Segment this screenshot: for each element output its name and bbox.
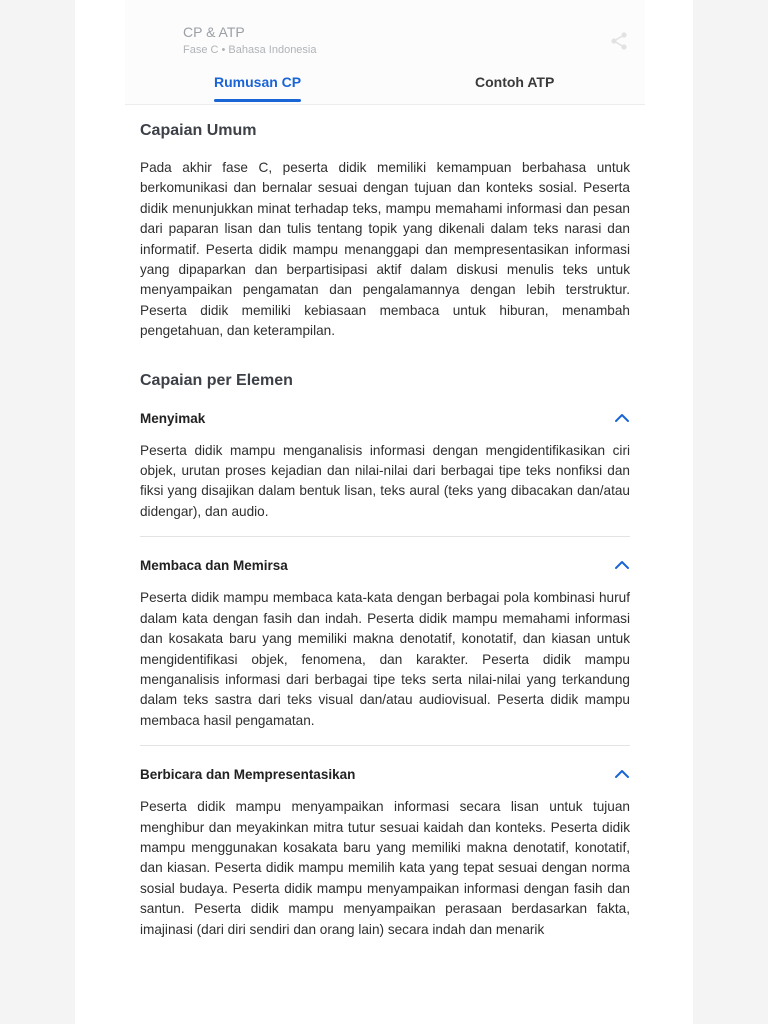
element-title: Berbicara dan Mempresentasikan	[140, 767, 356, 783]
share-icon[interactable]	[609, 31, 629, 51]
tab-contoh-atp[interactable]: Contoh ATP	[475, 74, 555, 90]
element-item-membaca-dan-memirsa	[140, 557, 630, 746]
element-title: Membaca dan Memirsa	[140, 558, 288, 574]
main-content	[140, 122, 630, 940]
divider	[140, 745, 630, 746]
element-item-berbicara-dan-mempresentasikan	[140, 766, 630, 940]
app-screen	[75, 0, 693, 1024]
element-header-berbicara-dan-mempresentasikan[interactable]	[140, 766, 630, 786]
capaian-umum-text: Pada akhir fase C, peserta didik memiliki kemampuan berbahasa untuk berkomunikasi dan bernalar sesuai dengan tujuan dan konteks sosial. Peserta didik menunjukkan minat terhadap teks, mampu memahami informasi dan pesan dari paparan lisan dan tulis tentang topik yang dikenali dalam teks narasi dan informatif. Peserta didik mampu menanggapi dan mempresentasikan informasi yang dipaparkan dan berpartisipasi aktif dalam diskusi menulis teks untuk menyampaikan pengamatan dan pengalamannya dengan lebih terstruktur. Peserta didik memiliki kebiasaan membaca untuk hiburan, menambah pengetahuan, dan keterampilan.	[140, 160, 630, 339]
element-header-membaca-dan-memirsa[interactable]	[140, 557, 630, 577]
element-header-menyimak[interactable]	[140, 410, 630, 430]
chevron-up-icon[interactable]	[614, 559, 630, 571]
element-text: Peserta didik mampu menganalisis informasi dengan mengidentifikasikan ciri objek, urutan proses kejadian dan nilai-nilai dari berbagai tipe teks nonfiksi dan fiksi yang disajikan dalam bentuk lisan, teks aural (teks yang dibacakan dan/atau didengar), dan audio.	[140, 442, 630, 519]
app-header	[125, 0, 645, 105]
element-item-menyimak	[140, 410, 630, 538]
chevron-up-icon[interactable]	[614, 412, 630, 424]
page-subtitle: Fase C • Bahasa Indonesia	[183, 44, 317, 56]
element-title: Menyimak	[140, 410, 206, 426]
element-text: Peserta didik mampu menyampaikan informasi secara lisan untuk tujuan menghibur dan meyakinkan mitra tutur sesuai kaidah dan konteks. Peserta didik mampu menggunakan kosakata baru yang memiliki makna denotatif, konotatif, dan kiasan. Peserta didik mampu memilih kata yang tepat sesuai dengan norma sosial budaya. Peserta didik mampu menyampaikan informasi dengan fasih dan santun. Peserta didik mampu menyampaikan perasaan berdasarkan fakta, imajinasi (dari diri sendiri dan orang lain) secara indah dan menarik	[140, 799, 630, 937]
section-title-capaian-umum: Capaian Umum	[140, 122, 257, 139]
tab-rumusan-cp[interactable]: Rumusan CP	[214, 74, 302, 90]
chevron-up-icon[interactable]	[614, 768, 630, 780]
element-text: Peserta didik mampu membaca kata-kata dengan berbagai pola kombinasi huruf dalam kata dengan fasih dan indah. Peserta didik mampu memahami informasi dan kosakata baru yang memiliki makna denotatif, konotatif, dan kiasan untuk mengidentifikasi objek, fenomena, dan karakter. Peserta didik mampu menganalisis informasi dari berbagai tipe teks serta nilai-nilai yang terkandung dalam teks sastra dari teks visual dan/atau audiovisual. Peserta didik mampu membaca hasil pengamatan.	[140, 590, 630, 728]
divider	[140, 536, 630, 537]
page-title: CP & ATP	[183, 24, 245, 40]
section-title-capaian-per-elemen: Capaian per Elemen	[140, 371, 293, 389]
